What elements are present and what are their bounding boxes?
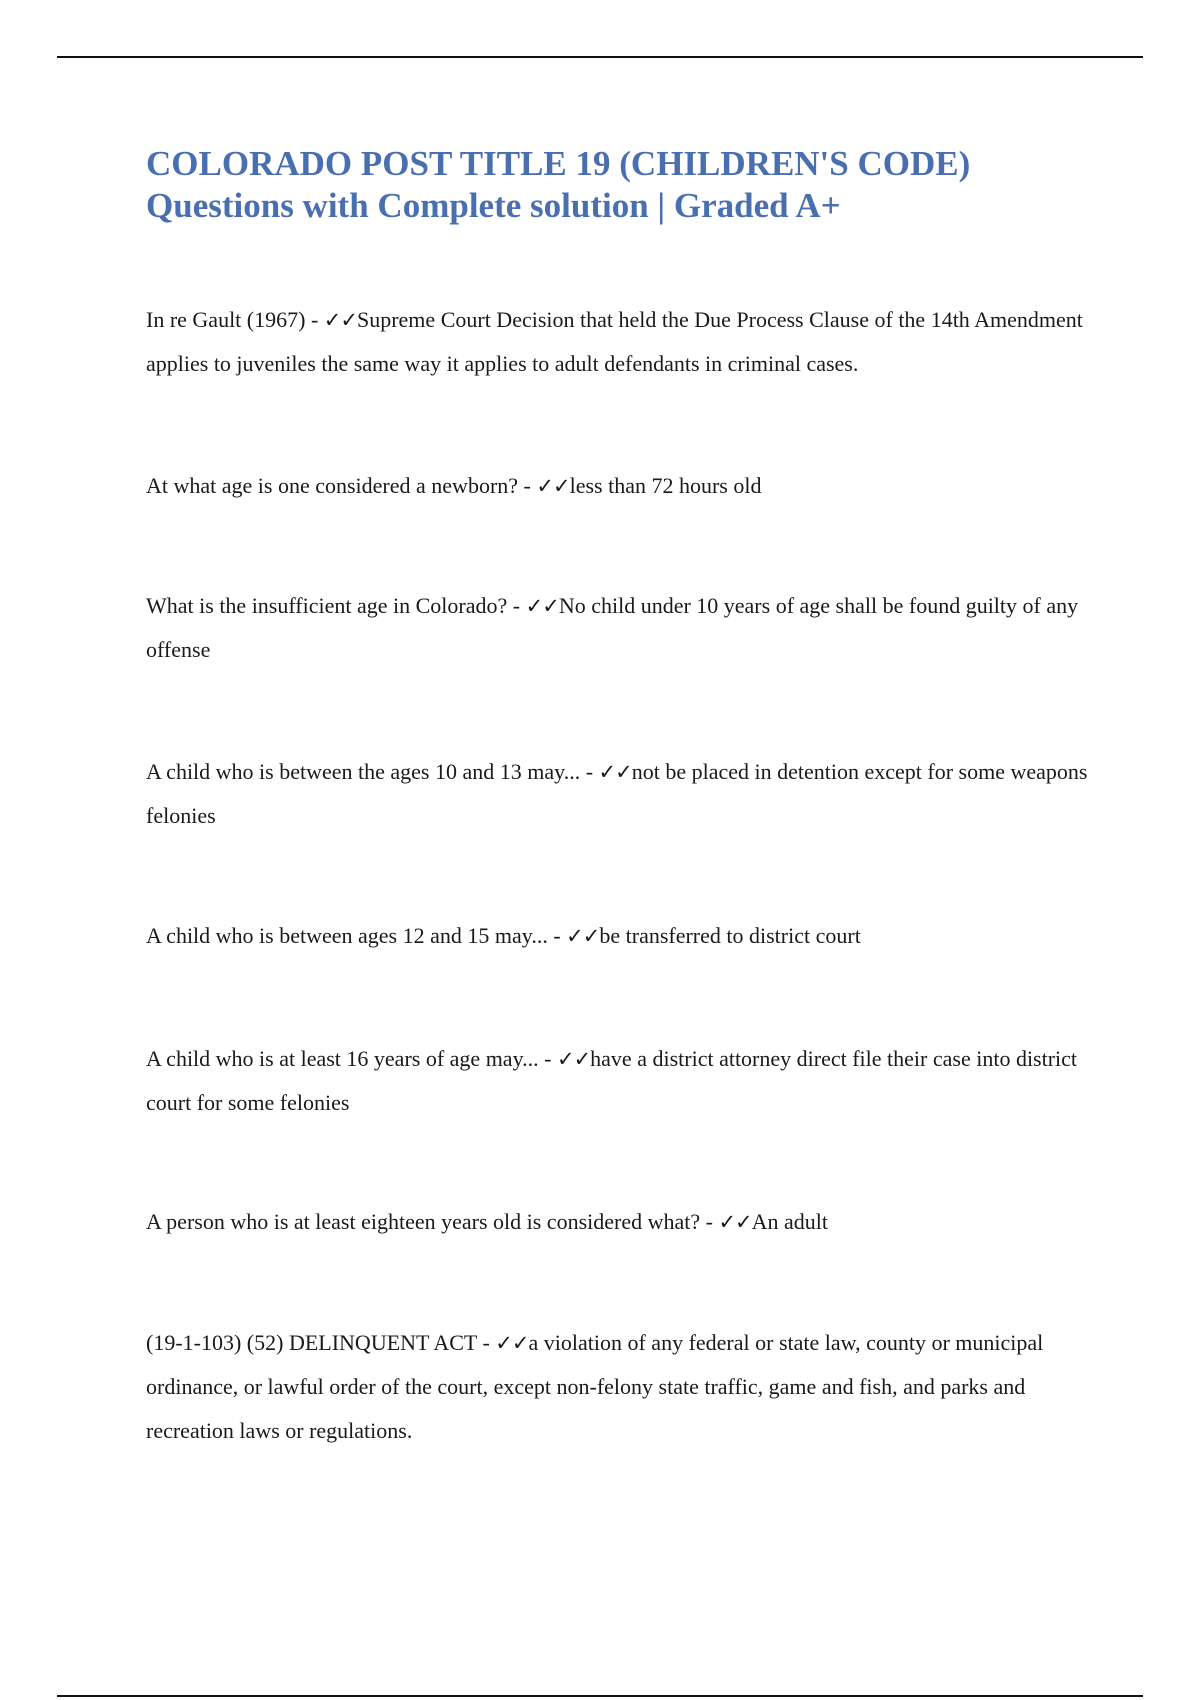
separator: - <box>580 759 599 784</box>
qa-item <box>146 1037 1106 1125</box>
double-check-icon: ✓✓ <box>556 1047 591 1071</box>
double-check-icon: ✓✓ <box>598 760 632 784</box>
question-text: In re Gault (1967) <box>146 307 306 332</box>
question-text: A person who is at least eighteen years old is considered what? <box>146 1209 701 1234</box>
answer-text: Supreme Court Decision that held the Due Process Clause of the 14th Amendment applies to juveniles the same way it applies to adult defendants in criminal cases. <box>146 307 1083 376</box>
question-text: (19-1-103) (52) DELINQUENT ACT <box>146 1330 477 1355</box>
title-line-1: COLORADO POST TITLE 19 (CHILDREN'S CODE) <box>146 144 971 183</box>
double-check-icon: ✓✓ <box>718 1210 752 1234</box>
answer-text: No child under 10 years of age shall be found guilty of any offense <box>146 593 1079 662</box>
question-text: At what age is one considered a newborn? <box>146 473 519 498</box>
separator: - <box>305 307 324 332</box>
answer-text: An adult <box>751 1209 829 1234</box>
qa-item <box>146 1200 1106 1244</box>
double-check-icon: ✓✓ <box>536 474 570 498</box>
question-text: What is the insufficient age in Colorado? <box>146 593 508 618</box>
qa-item <box>146 914 1106 958</box>
separator: - <box>538 1046 557 1071</box>
double-check-icon: ✓✓ <box>323 308 357 332</box>
title-line-2: Questions with Complete solution | Graded A+ <box>146 186 841 225</box>
answer-text: not be placed in detention except for some weapons felonies <box>146 759 1088 828</box>
answer-text: less than 72 hours old <box>569 473 762 498</box>
qa-item <box>146 298 1106 386</box>
double-check-icon: ✓✓ <box>566 924 600 948</box>
qa-item <box>146 584 1106 672</box>
separator: - <box>518 473 537 498</box>
question-text: A child who is between the ages 10 and 13 may... <box>146 759 581 784</box>
top-rule <box>57 56 1143 58</box>
double-check-icon: ✓✓ <box>525 594 559 618</box>
double-check-icon: ✓✓ <box>495 1331 529 1355</box>
separator: - <box>547 923 567 948</box>
separator: - <box>700 1209 719 1234</box>
document-title <box>146 143 1106 227</box>
separator: - <box>476 1330 496 1355</box>
bottom-rule <box>57 1695 1143 1697</box>
answer-text: a violation of any federal or state law, county or municipal ordinance, or lawful order of the court, except non-felony state traffic, game and fish, and parks and recreation laws or regulations. <box>146 1330 1044 1443</box>
answer-text: be transferred to district court <box>599 923 861 948</box>
separator: - <box>507 593 526 618</box>
question-text: A child who is between ages 12 and 15 may... <box>146 923 548 948</box>
qa-item <box>146 1321 1106 1453</box>
qa-item <box>146 750 1106 838</box>
qa-item <box>146 464 1106 508</box>
answer-text: have a district attorney direct file their case into district court for some felonies <box>146 1046 1078 1115</box>
question-text: A child who is at least 16 years of age may... <box>146 1046 539 1071</box>
